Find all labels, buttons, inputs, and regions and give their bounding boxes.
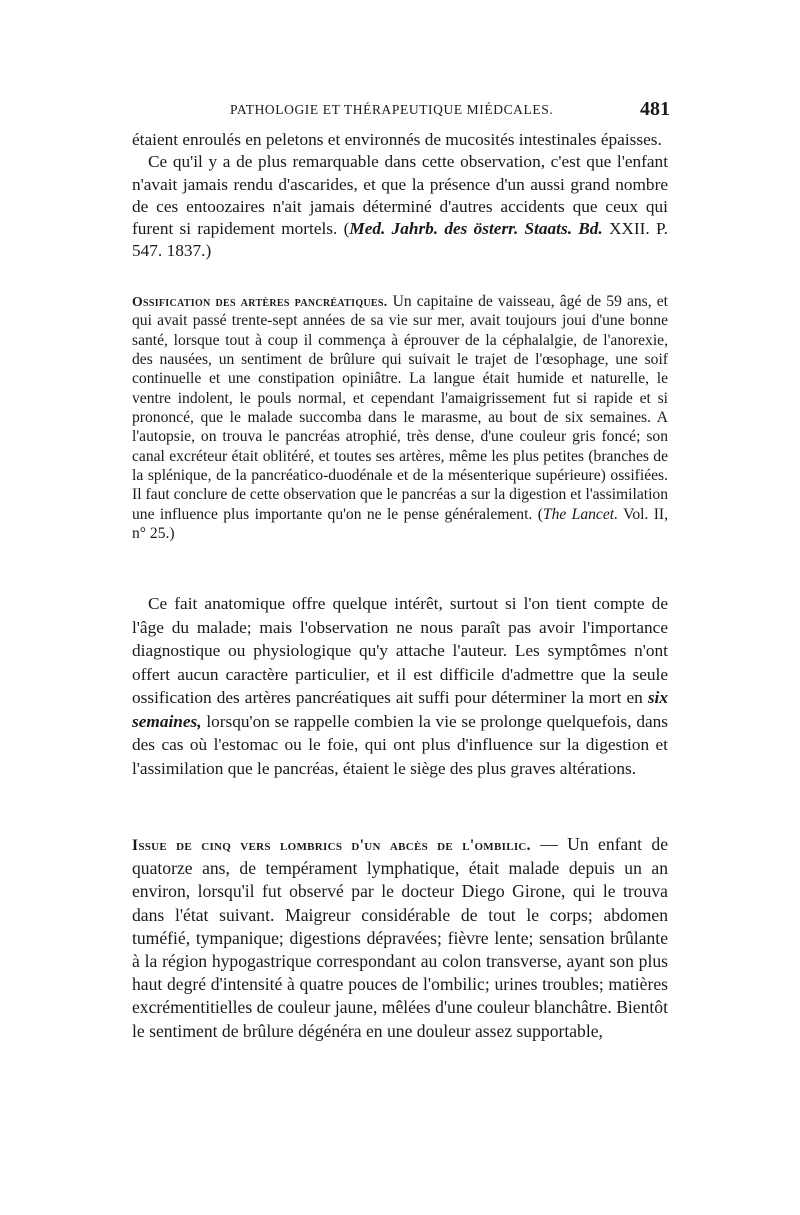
commentary-paragraph xyxy=(132,592,668,780)
section-lombric-abscess xyxy=(132,833,668,1043)
continuation-paragraph: étaient enroulés en peletons et environnés de mucosités intestinales épaisses. xyxy=(132,130,662,149)
section-ascarides-case xyxy=(132,129,668,263)
section-heading: Issue de cinq vers lombrics d'un abcès de l'ombilic. xyxy=(132,837,531,854)
citation-details: XXII. P. 547. 1837.) xyxy=(132,219,668,261)
remark-text: Ce qu'il y a de plus remarquable dans cette observation, c'est que l'enfant n'avait jamais rendu d'ascarides, et que la présence d'un aussi grand nombre de ces entoozaires n'ait jamais déterminé d'autres accidents que ceux qui furent si rapidement mortels. ( xyxy=(132,152,668,239)
commentary-text-start: Ce fait anatomique offre quelque intérêt, surtout si l'on tient compte de l'âge du malade; mais l'observation ne nous paraît pas avoir l'importance diagnostique ou physiologique qu'y attache l'auteur. Les symptômes n'ont offert aucun caractère particulier, et il est difficile d'admettre que la seule ossification des artères pancréatiques ait suffi pour déterminer la mort en xyxy=(132,594,668,707)
commentary-text-end: lorsqu'on se rappelle combien la vie se prolonge quelquefois, dans des cas où l'estomac ou le foie, qui ont plus d'influence sur la digestion et l'assimilation que le pancréas, étaient le siège des plus graves altérations. xyxy=(132,711,668,778)
citation-journal: Med. Jahrb. des österr. Staats. Bd. xyxy=(349,219,603,239)
citation-details: Vol. II, n° 25.) xyxy=(132,505,668,543)
page-number: 481 xyxy=(640,98,670,120)
pancreatic-paragraph xyxy=(132,292,668,543)
remark-paragraph xyxy=(132,151,668,262)
section-commentary xyxy=(132,592,668,780)
section-pancreatic-arteries xyxy=(132,292,668,543)
section-heading: Ossification des artères pancréatiques. xyxy=(132,294,388,309)
running-head: PATHOLOGIE ET THÉRAPEUTIQUE MIÉDCALES. xyxy=(230,102,554,117)
lombric-paragraph xyxy=(132,833,668,1043)
emphasis-text: six semaines, xyxy=(132,688,668,731)
pancreatic-text: Un capitaine de vaisseau, âgé de 59 ans, et qui avait passé trente-sept années de sa vie sur mer, avait toujours joui d'une bonne santé, lorsque tout à coup il commença à éprouver de la céphalalgie, de l'anorexie, des nausées, un sentiment de brûlure qui suivait le trajet de l'œsophage, une soif continuelle et une constipation opiniâtre. La langue était humide et naturelle, le ventre indolent, le pouls normal, et cependant l'amaigrissement fut si rapide et si prononcé, que le malade succomba dans le marasme, au bout de six semaines. A l'autopsie, on trouva le pancréas atrophié, très dense, d'une couleur gris foncé; son canal excréteur était oblitéré, et toutes ses artères, même les plus petites (branches de la splénique, de la pancréatico-duodénale et de la mésenterique supérieure) ossifiées. Il faut conclure de cette observation que le pancréas a sur la digestion et l'assimilation une influence plus importante qu'on ne le pense généralement. ( xyxy=(132,293,668,523)
citation-journal: The Lancet. xyxy=(542,505,618,523)
lombric-text: — Un enfant de quatorze ans, de tempérament lymphatique, était malade depuis un an environ, lorsqu'il fut observé par le docteur Diego Girone, qui le trouva dans l'état suivant. Maigreur considérable de tout le corps; abdomen tuméfié, tympanique; digestions dépravées; fièvre lente; sensation brûlante à la région hypogastrique correspondant au colon transverse, ayant son plus haut degré d'intensité à quatre pouces de l'ombilic; urines troubles; matières excrémentitielles de couleur jaune, mêlées d'une couleur blanchâtre. Bientôt le sentiment de brûlure dégénéra en une douleur assez supportable, xyxy=(132,834,668,1041)
page-header xyxy=(132,98,670,128)
